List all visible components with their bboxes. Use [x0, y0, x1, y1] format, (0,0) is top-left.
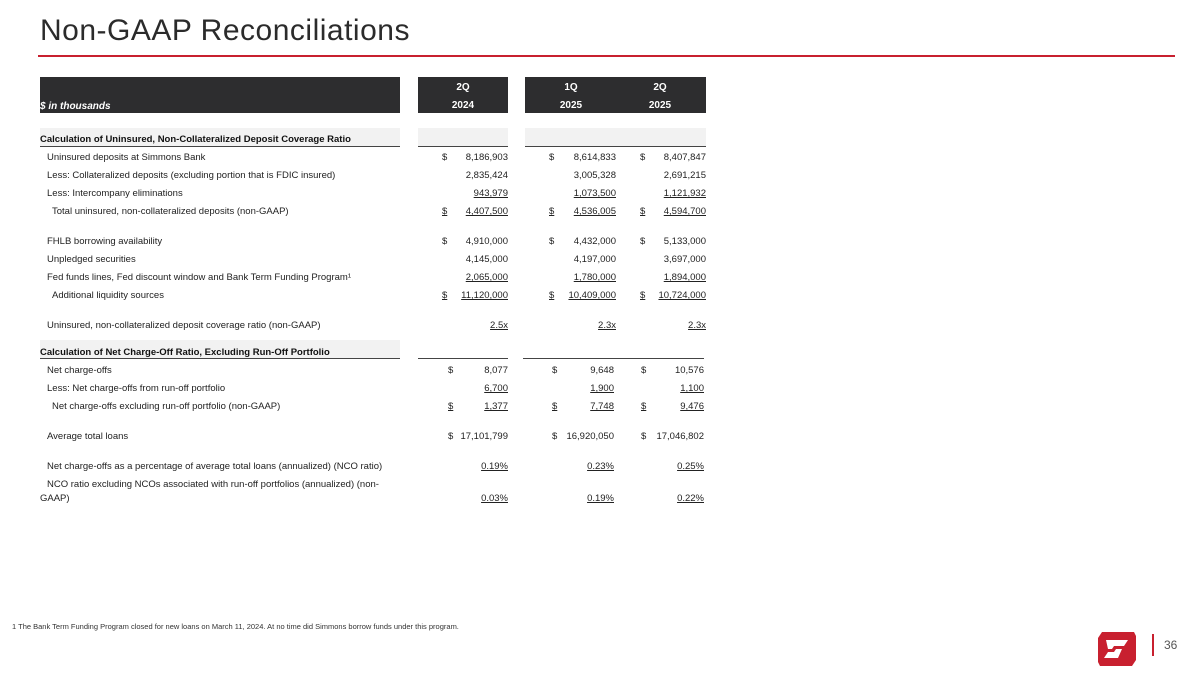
value-cell: 7,748: [590, 401, 614, 412]
dollar-sign: $: [442, 290, 448, 301]
page-number-divider: [1152, 634, 1154, 656]
dollar-sign: $: [640, 290, 646, 301]
value-cell: 8,186,903: [465, 152, 508, 163]
section1-rule-col1: [418, 146, 508, 147]
section1-title: Calculation of Uninsured, Non-Collateralized Deposit Coverage Ratio: [40, 134, 351, 145]
value-cell: 2.3x: [688, 320, 706, 331]
simmons-logo: [1096, 630, 1138, 668]
value-cell: 1,073,500: [573, 188, 616, 199]
value-cell: 9,476: [680, 401, 704, 412]
value-cell: 9,648: [590, 365, 614, 376]
dollar-sign: $: [641, 401, 647, 412]
value-cell: 2,835,424: [465, 170, 508, 181]
value-cell: 2.5x: [490, 320, 508, 331]
dollar-sign: $: [640, 236, 646, 247]
col3-year: 2025: [648, 100, 672, 111]
value-cell: 5,133,000: [663, 236, 706, 247]
value-cell: 0.25%: [677, 461, 704, 472]
value-cell: 4,407,500: [465, 206, 508, 217]
col1-quarter: 2Q: [456, 82, 470, 93]
row-label: Less: Net charge-offs from run-off portfolio: [47, 383, 226, 394]
value-cell: 3,005,328: [573, 170, 616, 181]
units-label: $ in thousands: [40, 101, 111, 112]
dollar-sign: $: [552, 401, 558, 412]
value-cell: 1,100: [680, 383, 704, 394]
section2-rule-col23: [523, 358, 704, 359]
col2-year: 2025: [559, 100, 583, 111]
dollar-sign: $: [552, 365, 558, 376]
dollar-sign: $: [641, 431, 647, 442]
dollar-sign: $: [448, 401, 454, 412]
value-cell: 10,576: [674, 365, 704, 376]
row-label: Additional liquidity sources: [52, 290, 164, 301]
value-cell: 0.03%: [481, 493, 508, 504]
value-cell: 2,691,215: [663, 170, 706, 181]
row-label: Net charge-offs excluding run-off portfolio (non-GAAP): [52, 401, 281, 412]
value-cell: 17,046,802: [656, 431, 704, 442]
value-cell: 10,724,000: [658, 290, 706, 301]
value-cell: 2,065,000: [465, 272, 508, 283]
dollar-sign: $: [640, 152, 646, 163]
page-number: 36: [1164, 638, 1178, 652]
row-label: FHLB borrowing availability: [47, 236, 163, 247]
title-divider: [38, 55, 1175, 57]
section1-band-col23: [525, 128, 706, 147]
row-label: Net charge-offs: [47, 365, 112, 376]
col3-quarter: 2Q: [653, 82, 667, 93]
row-label: Uninsured deposits at Simmons Bank: [47, 152, 206, 163]
value-cell: 4,197,000: [573, 254, 616, 265]
dollar-sign: $: [549, 236, 555, 247]
section2-rule-col1: [418, 358, 508, 359]
row-label: Less: Collateralized deposits (excluding portion that is FDIC insured): [47, 170, 336, 181]
value-cell: 17,101,799: [460, 431, 508, 442]
dollar-sign: $: [448, 365, 454, 376]
row-label: Fed funds lines, Fed discount window and Bank Term Funding Program¹: [47, 272, 351, 283]
section1-band-col1: [418, 128, 508, 147]
value-cell: 16,920,050: [566, 431, 614, 442]
page-title: Non-GAAP Reconciliations: [40, 14, 410, 47]
value-cell: 943,979: [473, 188, 508, 199]
value-cell: 4,432,000: [573, 236, 616, 247]
value-cell: 1,121,932: [663, 188, 706, 199]
footnote: 1 The Bank Term Funding Program closed for new loans on March 11, 2024. At no time did Simmons borrow funds under this program.: [12, 622, 459, 631]
dollar-sign: $: [442, 206, 448, 217]
row-label: Total uninsured, non-collateralized deposits (non-GAAP): [52, 206, 289, 217]
value-cell: 1,780,000: [573, 272, 616, 283]
value-cell: 0.23%: [587, 461, 614, 472]
dollar-sign: $: [442, 236, 448, 247]
value-cell: 4,536,005: [573, 206, 616, 217]
col2-quarter: 1Q: [564, 82, 578, 93]
dollar-sign: $: [442, 152, 448, 163]
dollar-sign: $: [552, 431, 558, 442]
row-label-line2: GAAP): [40, 493, 70, 504]
row-label: Unpledged securities: [47, 254, 136, 265]
value-cell: 11,120,000: [461, 290, 508, 301]
row-label: Less: Intercompany eliminations: [47, 188, 183, 199]
value-cell: 4,145,000: [465, 254, 508, 265]
value-cell: 6,700: [484, 383, 508, 394]
dollar-sign: $: [549, 206, 555, 217]
value-cell: 2.3x: [598, 320, 616, 331]
value-cell: 1,900: [590, 383, 614, 394]
value-cell: 0.19%: [481, 461, 508, 472]
value-cell: 0.19%: [587, 493, 614, 504]
value-cell: 8,614,833: [573, 152, 616, 163]
dollar-sign: $: [641, 365, 647, 376]
value-cell: 1,894,000: [663, 272, 706, 283]
dollar-sign: $: [549, 152, 555, 163]
row-label: Average total loans: [47, 431, 129, 442]
value-cell: 0.22%: [677, 493, 704, 504]
row-label: Uninsured, non-collateralized deposit coverage ratio (non-GAAP): [47, 320, 321, 331]
value-cell: 10,409,000: [568, 290, 616, 301]
dollar-sign: $: [549, 290, 555, 301]
section1-rule-col23: [525, 146, 706, 147]
value-cell: 1,377: [484, 401, 508, 412]
section2-rule: [40, 358, 400, 359]
section2-title: Calculation of Net Charge-Off Ratio, Excluding Run-Off Portfolio: [40, 347, 330, 358]
value-cell: 4,594,700: [663, 206, 706, 217]
value-cell: 8,407,847: [663, 152, 706, 163]
dollar-sign: $: [448, 431, 454, 442]
row-label-line1: NCO ratio excluding NCOs associated with run-off portfolios (annualized) (non-: [47, 479, 379, 490]
row-label: Net charge-offs as a percentage of average total loans (annualized) (NCO ratio): [47, 461, 383, 472]
value-cell: 4,910,000: [465, 236, 508, 247]
value-cell: 3,697,000: [663, 254, 706, 265]
value-cell: 8,077: [484, 365, 508, 376]
col1-year: 2024: [451, 100, 475, 111]
dollar-sign: $: [640, 206, 646, 217]
section1-rule: [40, 146, 400, 147]
